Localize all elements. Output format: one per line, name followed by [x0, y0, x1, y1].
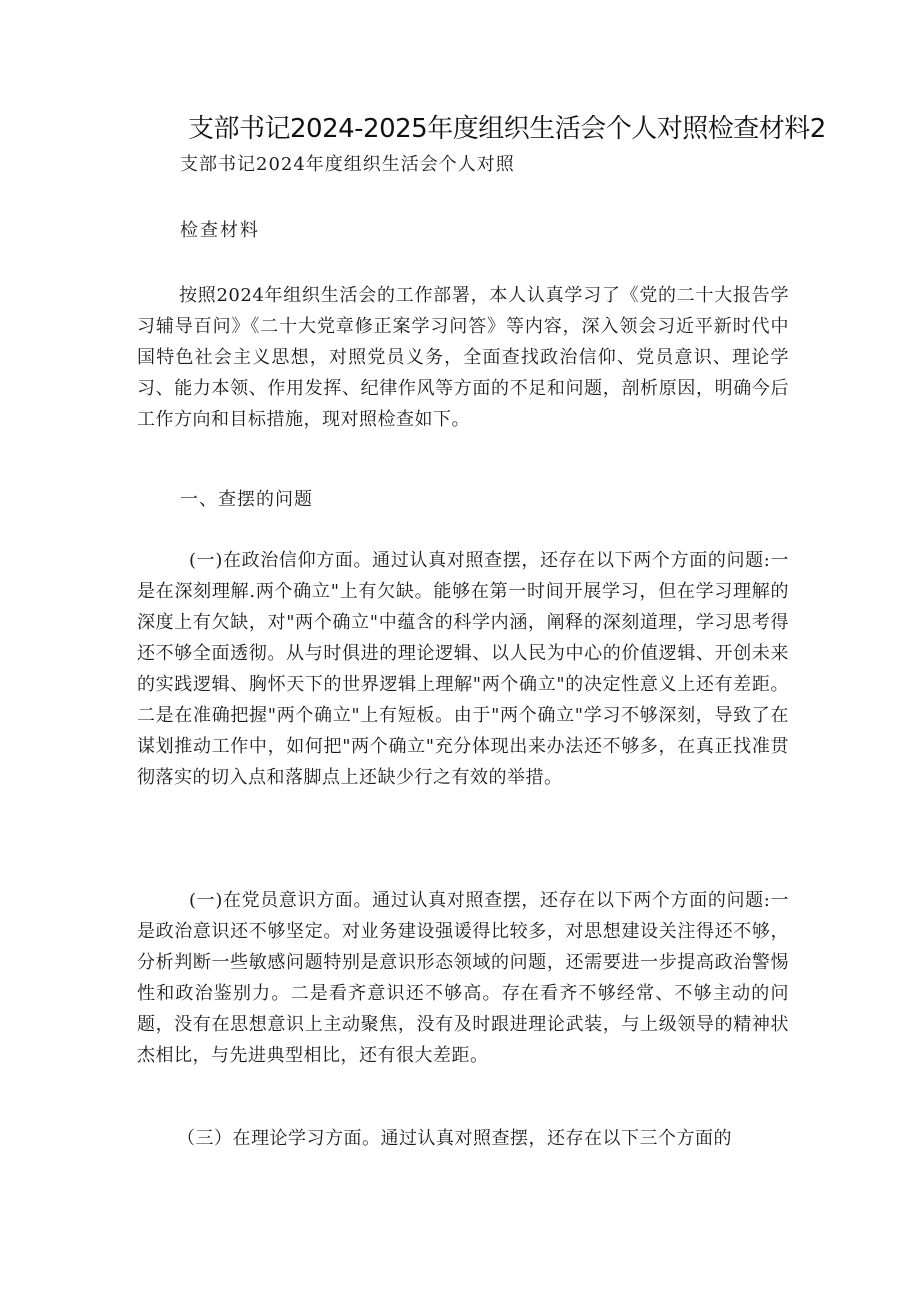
item-paragraph-political-belief: (一)在政治信仰方面。通过认真对照查摆，还存在以下两个方面的问题:一是在深刻理解.两个确立"上有欠缺。能够在第一时间开展学习，但在学习理解的深度上有欠缺，对"两个确立"中蕴含的科学内涵，阐释的深刻道理，学习思考得还不够全面透彻。从与时俱进的理论逻辑、以人民为中心的价值逻辑、开创未来的实践逻辑、胸怀天下的世界逻辑上理解"两个确立"的决定性意义上还有差距。二是在准确把握"两个确立"上有短板。由于"两个确立"学习不够深刻，导致了在谋划推动工作中，如何把"两个确立"充分体现出来办法还不够多，在真正找准贯彻落实的切入点和落脚点上还缺少行之有效的举措。: [137, 550, 789, 788]
document-subheading: 检查材料: [180, 220, 260, 241]
document-subtitle: 支部书记2024年度组织生活会个人对照: [180, 154, 515, 175]
item-paragraph-theory-study: （三）在理论学习方面。通过认真对照查摆，还存在以下三个方面的: [177, 1128, 732, 1149]
section-heading: 一、查摆的问题: [180, 489, 313, 510]
document-title: 支部书记2024-2025年度组织生活会个人对照检查材料2: [188, 114, 826, 144]
item-paragraph-party-awareness: (一)在党员意识方面。通过认真对照查摆，还存在以下两个方面的问题:一是政治意识还不够坚定。对业务建设强谖得比较多，对思想建设关注得还不够，分析判断一些敏感问题特别是意识形态领域的问题，还需要进一步提高政治警惕性和政治鉴别力。二是看齐意识还不够高。存在看齐不够经常、不够主动的问题，没有在思想意识上主动聚焦，没有及时跟进理论武装，与上级领导的精神状杰相比，与先进典型相比，还有很大差距。: [137, 890, 789, 1066]
intro-paragraph: 按照2024年组织生活会的工作部署，本人认真学习了《党的二十大报告学习辅导百问》《二十大党章修正案学习问答》等内容，深入领会习近平新时代中国特色社会主义思想，对照党员义务，全面查找政治信仰、党员意识、理论学习、能力本领、作用发挥、纪律作风等方面的不足和问题，剖析原因，明确今后工作方向和目标措施，现对照检查如下。: [137, 285, 789, 430]
